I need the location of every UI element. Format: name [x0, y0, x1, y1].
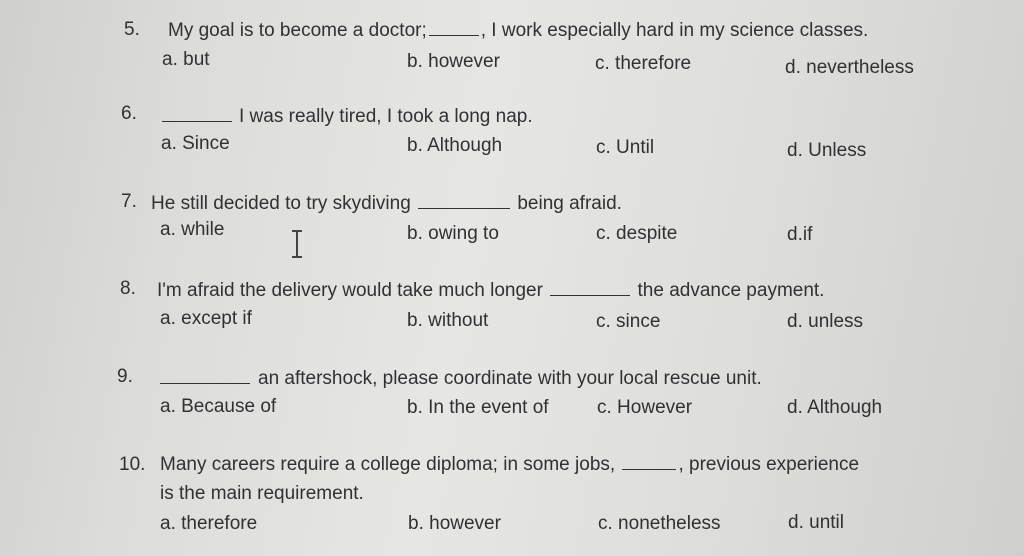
- option-d[interactable]: d. Unless: [787, 140, 867, 161]
- option-a[interactable]: a. but: [162, 49, 210, 70]
- question-text: [160, 106, 533, 128]
- option-a[interactable]: a. while: [160, 219, 225, 240]
- option-c[interactable]: c. However: [597, 397, 693, 418]
- question-text-after: an aftershock, please coordinate with your local rescue unit.: [258, 368, 762, 389]
- option-c[interactable]: c. since: [596, 311, 661, 332]
- question-text-before: I'm afraid the delivery would take much longer: [157, 280, 543, 301]
- question-text-before: Many careers require a college diploma; in some jobs,: [160, 454, 616, 475]
- question-number: 10.: [119, 454, 146, 475]
- question-text: [157, 280, 824, 302]
- option-b[interactable]: b. owing to: [407, 223, 499, 244]
- question-text-after: I was really tired, I took a long nap.: [239, 106, 533, 127]
- option-a[interactable]: a. except if: [160, 308, 252, 329]
- question-number: 6.: [121, 103, 137, 124]
- option-c[interactable]: c. therefore: [595, 53, 692, 74]
- option-c[interactable]: c. Until: [596, 137, 655, 158]
- question-text-after: being afraid.: [517, 193, 622, 214]
- answer-blank[interactable]: [429, 20, 479, 36]
- question-text-before: He still decided to try skydiving: [151, 193, 411, 214]
- option-b[interactable]: b. In the event of: [407, 397, 549, 418]
- question-text: [160, 454, 859, 476]
- answer-blank[interactable]: [622, 454, 676, 470]
- text-cursor-icon: [290, 229, 304, 259]
- answer-blank[interactable]: [160, 368, 250, 384]
- option-a[interactable]: a. Because of: [160, 396, 277, 417]
- option-a[interactable]: a. Since: [161, 133, 230, 154]
- option-d[interactable]: d. Although: [787, 397, 883, 418]
- option-b[interactable]: b. without: [407, 310, 489, 331]
- answer-blank[interactable]: [162, 106, 232, 122]
- question-text-before: My goal is to become a doctor;: [168, 20, 427, 41]
- option-b[interactable]: b. Although: [407, 135, 503, 156]
- question-text: [158, 368, 762, 390]
- option-d[interactable]: d. until: [788, 512, 844, 533]
- question-text-after: , previous experience: [678, 454, 860, 475]
- answer-blank[interactable]: [550, 280, 630, 296]
- question-number: 5.: [124, 19, 140, 40]
- question-number: 8.: [120, 278, 136, 299]
- answer-blank[interactable]: [418, 193, 510, 209]
- option-d[interactable]: d. nevertheless: [785, 57, 914, 78]
- question-text-after: the advance payment.: [637, 280, 825, 301]
- question-text-line2: is the main requirement.: [160, 483, 364, 504]
- option-d[interactable]: d. unless: [787, 311, 864, 332]
- option-d[interactable]: d.if: [787, 224, 813, 245]
- question-text: [168, 20, 868, 42]
- option-c[interactable]: c. despite: [596, 223, 678, 244]
- option-b[interactable]: b. however: [408, 513, 501, 534]
- option-c[interactable]: c. nonetheless: [598, 513, 721, 534]
- question-text: [151, 193, 622, 215]
- option-b[interactable]: b. however: [407, 51, 500, 72]
- option-a[interactable]: a. therefore: [160, 513, 258, 534]
- question-number: 7.: [121, 191, 137, 212]
- question-number: 9.: [117, 366, 133, 387]
- question-text-after: , I work especially hard in my science classes.: [480, 20, 869, 41]
